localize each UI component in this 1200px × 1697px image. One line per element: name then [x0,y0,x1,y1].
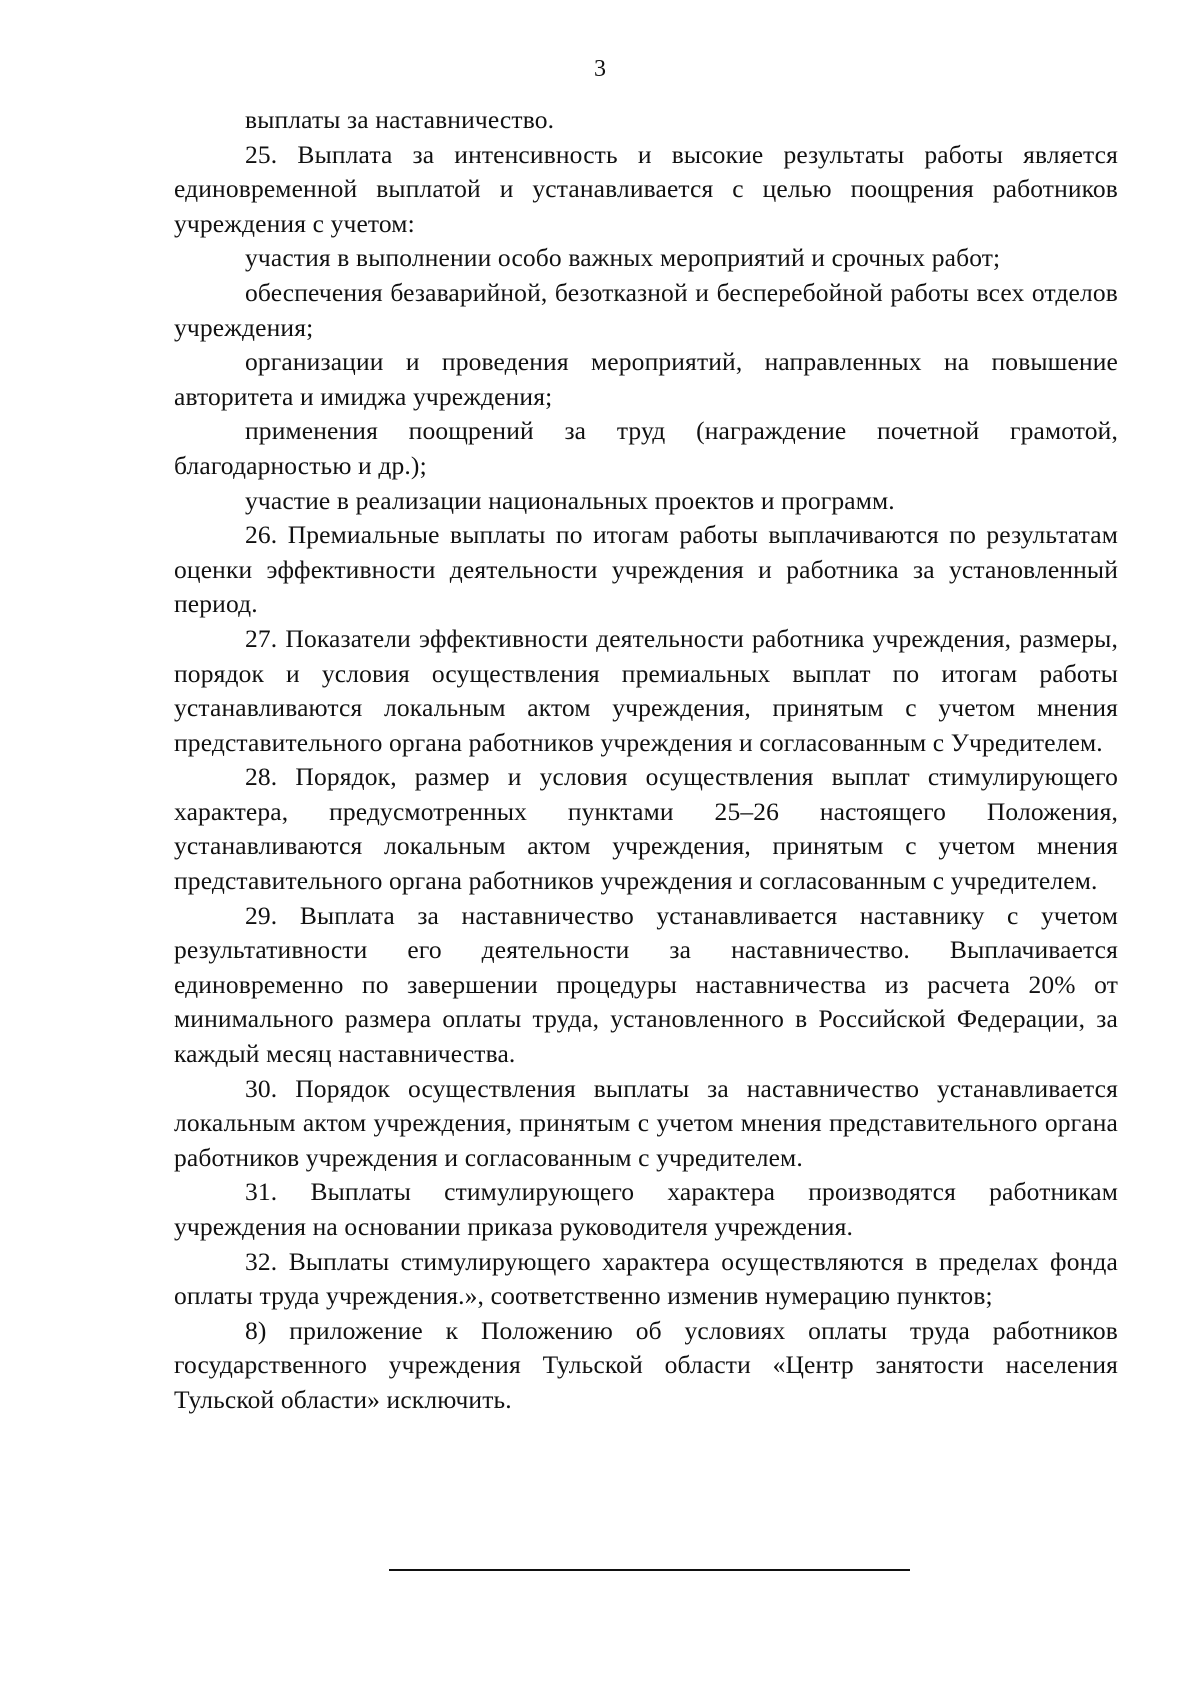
page-number: 3 [594,56,606,82]
paragraph-item-32: 32. Выплаты стимулирующего характера осуществляются в пределах фонда оплаты труда учреждения.», соответственно изменив нумерацию пунктов; [174,1246,1118,1311]
document-body [174,103,1118,1418]
paragraph-item-25: 25. Выплата за интенсивность и высокие результаты работы является единовременной выплатой и устанавливается с целью поощрения работников учреждения с учетом: [174,139,1118,238]
paragraph-item-31: 31. Выплаты стимулирующего характера производятся работникам учреждения на основании приказа руководителя учреждения. [174,1177,1118,1241]
paragraph-item-8: 8) приложение к Положению об условиях оплаты труда работников государственного учреждения Тульской области «Центр занятости населения Тульской области» исключить. [174,1315,1118,1414]
paragraph-item-28: 28. Порядок, размер и условия осуществления выплат стимулирующего характера, предусмотренных пунктами 25–26 настоящего Положения, устанавливаются локальным актом учреждения, принятым с учетом мнения представительного органа работников учреждения и согласованным с учредителем. [174,762,1118,896]
paragraph-item-26: 26. Премиальные выплаты по итогам работы выплачиваются по результатам оценки эффективности деятельности учреждения и работника за установленный период. [174,520,1118,619]
list-item-national-projects: участие в реализации национальных проектов и программ. [245,485,895,515]
paragraph-item-27: 27. Показатели эффективности деятельности работника учреждения, размеры, порядок и условия осуществления премиальных выплат по итогам работы устанавливаются локальным актом учреждения, принятым с учетом мнения представительного органа работников учреждения и согласованным с Учредителем. [174,623,1118,757]
end-of-document-rule [389,1569,910,1571]
list-item-participation: участия в выполнении особо важных мероприятий и срочных работ; [245,243,1001,273]
list-item-reliability: обеспечения безаварийной, безотказной и бесперебойной работы всех отделов учреждения; [174,277,1118,342]
list-item-awards: применения поощрений за труд (награждение почетной грамотой, благодарностью и др.); [174,416,1118,480]
paragraph-item-29: 29. Выплата за наставничество устанавливается наставнику с учетом результативности его деятельности за наставничество. Выплачивается единовременно по завершении процедуры наставничества из расчета 20% от минимального размера оплаты труда, установленного в Российской Федерации, за каждый месяц наставничества. [174,900,1118,1069]
list-item-events: организации и проведения мероприятий, направленных на повышение авторитета и имиджа учреждения; [174,347,1118,411]
paragraph-item-30: 30. Порядок осуществления выплаты за наставничество устанавливается локальным актом учреждения, принятым с учетом мнения представительного органа работников учреждения и согласованным с учредителем. [174,1073,1118,1172]
paragraph-continuation: выплаты за наставничество. [245,105,555,134]
